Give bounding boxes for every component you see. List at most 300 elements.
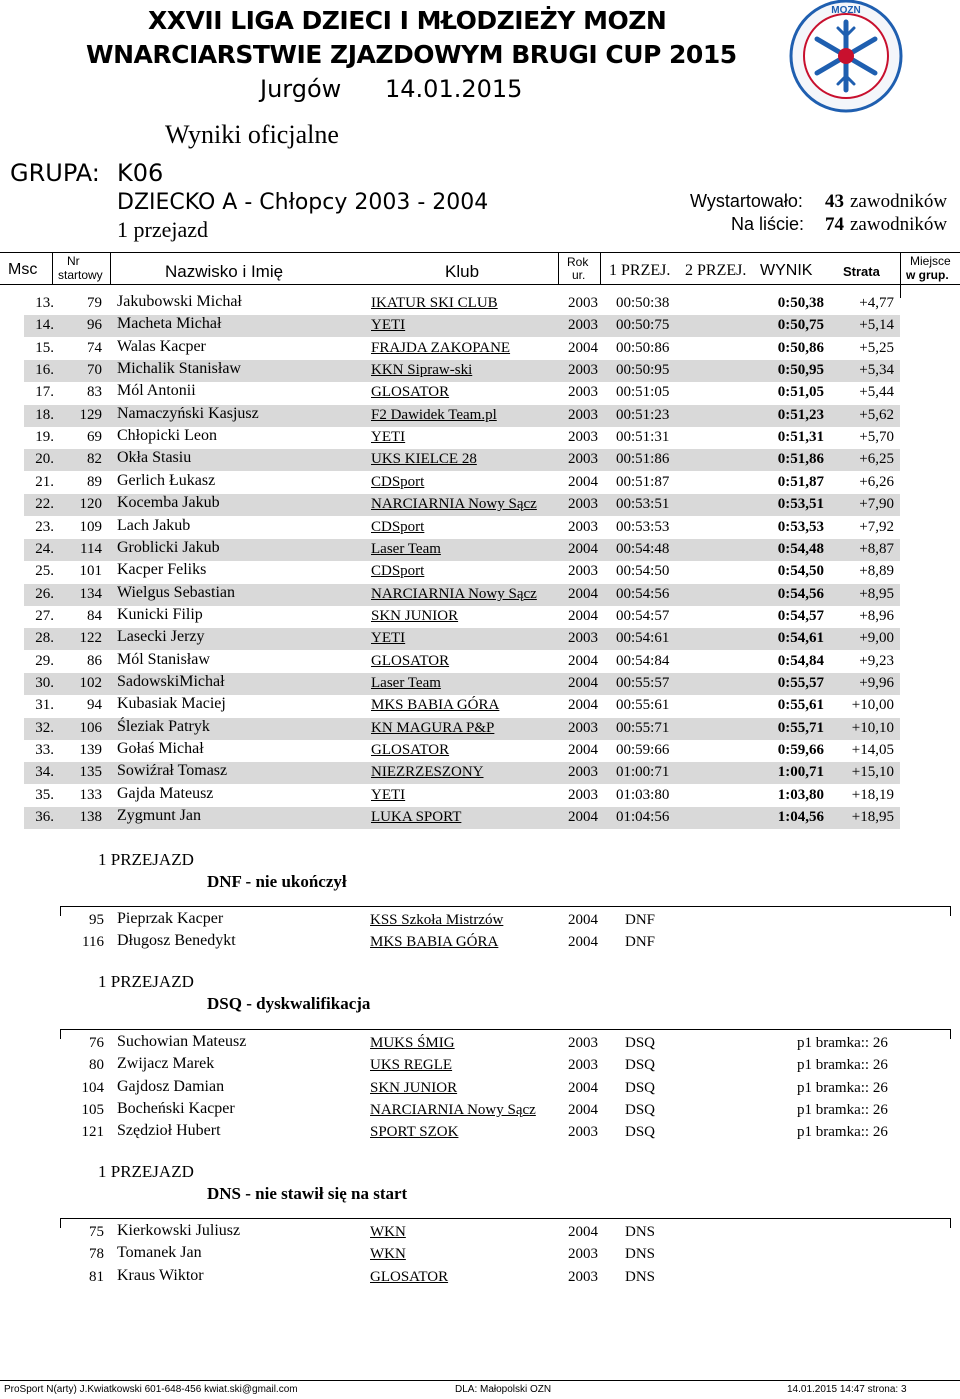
result-cell: 0:54,84 bbox=[777, 653, 824, 669]
table-row bbox=[24, 405, 900, 427]
year-cell: 2003 bbox=[568, 362, 598, 378]
year-cell: 2004 bbox=[568, 912, 598, 928]
name-cell: Zygmunt Jan bbox=[117, 807, 201, 824]
header-sep-5 bbox=[900, 252, 901, 284]
run1-time-cell: 01:00:71 bbox=[616, 764, 670, 780]
run1-time-cell: 00:51:05 bbox=[616, 384, 670, 400]
bib-cell: 94 bbox=[87, 697, 102, 713]
bib-cell: 84 bbox=[87, 608, 102, 624]
logo-text: MOZN bbox=[831, 5, 861, 16]
place-cell: 25. bbox=[35, 563, 54, 579]
club-cell: SPORT SZOK bbox=[370, 1124, 459, 1140]
place-cell: 14. bbox=[35, 317, 54, 333]
result-cell: 1:00,71 bbox=[777, 764, 824, 780]
name-cell: Tomanek Jan bbox=[117, 1244, 202, 1261]
table-row bbox=[24, 606, 900, 628]
club-cell: MKS BABIA GÓRA bbox=[370, 934, 499, 950]
col-loss: Strata bbox=[843, 264, 880, 279]
year-cell: 2003 bbox=[568, 451, 598, 467]
loss-cell: +10,00 bbox=[851, 697, 894, 713]
place-cell: 28. bbox=[35, 630, 54, 646]
dnf-run-label: 1 PRZEJAZD bbox=[98, 850, 194, 869]
note-cell: p1 bramka:: 26 bbox=[797, 1080, 888, 1096]
club-cell: FRAJDA ZAKOPANE bbox=[371, 340, 511, 356]
listed-count: 74 bbox=[825, 214, 844, 235]
col-place: Miejsce bbox=[910, 254, 951, 268]
year-cell: 2004 bbox=[568, 742, 598, 758]
club-cell: GLOSATOR bbox=[371, 653, 450, 669]
club-cell: F2 Dawidek Team.pl bbox=[371, 407, 497, 423]
dns-top-rule bbox=[60, 1218, 950, 1219]
name-cell: Gajdosz Damian bbox=[117, 1078, 225, 1095]
loss-cell: +18,95 bbox=[851, 809, 894, 825]
table-row bbox=[24, 762, 900, 784]
dsq-title: DSQ - dyskwalifikacja bbox=[207, 994, 371, 1013]
name-cell: Lasecki Jerzy bbox=[117, 628, 205, 645]
name-cell: Walas Kacper bbox=[117, 338, 206, 355]
result-cell: 0:53,51 bbox=[777, 496, 824, 512]
col-run1: 1 PRZEJ. bbox=[609, 262, 671, 279]
name-cell: Lach Jakub bbox=[117, 517, 191, 534]
result-cell: 0:51,31 bbox=[777, 429, 824, 445]
loss-cell: +9,00 bbox=[859, 630, 894, 646]
footer-right: 14.01.2015 14:47 strona: 3 bbox=[787, 1384, 907, 1395]
bib-cell: 102 bbox=[79, 675, 102, 691]
status-cell: DSQ bbox=[625, 1080, 656, 1096]
run1-time-cell: 00:55:57 bbox=[616, 675, 670, 691]
club-cell: KSS Szkoła Mistrzów bbox=[370, 912, 504, 928]
club-cell: UKS REGLE bbox=[370, 1057, 453, 1073]
place: Jurgów bbox=[260, 75, 342, 103]
club-cell: KN MAGURA P&P bbox=[371, 720, 495, 736]
table-row bbox=[24, 628, 900, 650]
place-cell: 30. bbox=[35, 675, 54, 691]
table-row bbox=[24, 427, 900, 449]
club-cell: Laser Team bbox=[371, 675, 441, 691]
dsq-row bbox=[60, 1055, 950, 1077]
year-cell: 2003 bbox=[568, 764, 598, 780]
status-cell: DNS bbox=[625, 1224, 656, 1240]
year-cell: 2004 bbox=[568, 675, 598, 691]
name-cell: Groblicki Jakub bbox=[117, 539, 220, 556]
note-cell: p1 bramka:: 26 bbox=[797, 1102, 888, 1118]
group-label: GRUPA: bbox=[10, 159, 100, 187]
name-cell: Zwijacz Marek bbox=[117, 1055, 215, 1072]
run1-time-cell: 00:50:75 bbox=[616, 317, 670, 333]
result-cell: 1:04,56 bbox=[777, 809, 824, 825]
table-row bbox=[24, 695, 900, 717]
club-cell: NARCIARNIA Nowy Sącz bbox=[371, 496, 537, 512]
group-code: K06 bbox=[117, 159, 164, 187]
table-row bbox=[24, 494, 900, 516]
year-cell: 2003 bbox=[568, 563, 598, 579]
run-label: 1 przejazd bbox=[117, 217, 208, 242]
name-cell: Gajda Mateusz bbox=[117, 785, 214, 802]
col-msc: Msc bbox=[8, 261, 38, 278]
started-unit: zawodników bbox=[850, 191, 948, 212]
dns-title: DNS - nie stawił się na start bbox=[207, 1184, 408, 1203]
loss-cell: +14,05 bbox=[851, 742, 894, 758]
club-cell: SKN JUNIOR bbox=[371, 608, 459, 624]
place-cell: 21. bbox=[35, 474, 54, 490]
run1-time-cell: 00:55:71 bbox=[616, 720, 670, 736]
place-cell: 16. bbox=[35, 362, 54, 378]
loss-cell: +9,23 bbox=[859, 653, 894, 669]
club-cell: IKATUR SKI CLUB bbox=[371, 295, 498, 311]
place-cell: 26. bbox=[35, 586, 54, 602]
dsq-left-border bbox=[60, 1029, 61, 1039]
mozn-logo bbox=[785, 0, 907, 116]
place-cell: 15. bbox=[35, 340, 54, 356]
table-row bbox=[24, 785, 900, 807]
loss-cell: +8,96 bbox=[859, 608, 894, 624]
title-line1: XXVII LIGA DZIECI I MŁODZIEŻY MOZN bbox=[148, 6, 667, 35]
bib-cell: 95 bbox=[89, 912, 104, 928]
bib-cell: 75 bbox=[89, 1224, 104, 1240]
run1-time-cell: 00:51:87 bbox=[616, 474, 670, 490]
dnf-row bbox=[60, 910, 950, 932]
result-cell: 0:51,86 bbox=[777, 451, 824, 467]
loss-cell: +5,14 bbox=[859, 317, 894, 333]
run1-time-cell: 00:54:50 bbox=[616, 563, 670, 579]
col-result: WYNIK bbox=[760, 262, 813, 279]
name-cell: Kierkowski Juliusz bbox=[117, 1222, 241, 1239]
place-cell: 31. bbox=[35, 697, 54, 713]
dsq-top-rule bbox=[60, 1029, 950, 1030]
bib-cell: 89 bbox=[87, 474, 102, 490]
status-cell: DNS bbox=[625, 1269, 656, 1285]
result-cell: 0:51,23 bbox=[777, 407, 824, 423]
dsq-run-label: 1 PRZEJAZD bbox=[98, 972, 194, 991]
year-cell: 2003 bbox=[568, 407, 598, 423]
year-cell: 2004 bbox=[568, 340, 598, 356]
started-label: Wystartowało: bbox=[690, 191, 803, 211]
name-cell: Chłopicki Leon bbox=[117, 427, 217, 444]
result-cell: 0:55,71 bbox=[777, 720, 824, 736]
run1-time-cell: 00:54:57 bbox=[616, 608, 670, 624]
dns-run-label: 1 PRZEJAZD bbox=[98, 1162, 194, 1181]
place-cell: 19. bbox=[35, 429, 54, 445]
bib-cell: 122 bbox=[79, 630, 102, 646]
club-cell: YETI bbox=[371, 630, 406, 646]
club-cell: GLOSATOR bbox=[371, 384, 450, 400]
table-row bbox=[24, 807, 900, 829]
result-cell: 0:54,48 bbox=[777, 541, 824, 557]
name-cell: Gołaś Michał bbox=[117, 740, 204, 757]
club-cell: WKN bbox=[370, 1246, 406, 1262]
dns-right-border bbox=[950, 1218, 951, 1228]
header-top-rule bbox=[0, 252, 960, 253]
result-cell: 0:55,61 bbox=[777, 697, 824, 713]
run1-time-cell: 00:54:61 bbox=[616, 630, 670, 646]
bib-cell: 138 bbox=[79, 809, 102, 825]
year-cell: 2003 bbox=[568, 1057, 598, 1073]
bib-cell: 101 bbox=[79, 563, 102, 579]
table-row bbox=[24, 718, 900, 740]
club-cell: YETI bbox=[371, 317, 406, 333]
year-cell: 2004 bbox=[568, 1080, 598, 1096]
run1-time-cell: 00:54:56 bbox=[616, 586, 670, 602]
header-sep-2 bbox=[110, 252, 111, 284]
place-cell: 32. bbox=[35, 720, 54, 736]
loss-cell: +5,62 bbox=[859, 407, 894, 423]
run1-time-cell: 00:50:38 bbox=[616, 295, 670, 311]
col-nr: Nr bbox=[67, 254, 80, 268]
table-row bbox=[24, 539, 900, 561]
table-row bbox=[24, 517, 900, 539]
result-cell: 0:54,50 bbox=[777, 563, 824, 579]
year-cell: 2004 bbox=[568, 608, 598, 624]
name-cell: Suchowian Mateusz bbox=[117, 1033, 247, 1050]
col-year-sub: ur. bbox=[572, 268, 586, 282]
name-cell: Bocheński Kacper bbox=[117, 1100, 235, 1117]
table-row bbox=[24, 740, 900, 762]
title-line2: WNARCIARSTWIE ZJAZDOWYM BRUGI CUP 2015 bbox=[86, 40, 737, 69]
year-cell: 2004 bbox=[568, 1224, 598, 1240]
result-cell: 0:55,57 bbox=[777, 675, 824, 691]
name-cell: Macheta Michał bbox=[117, 315, 222, 332]
table-left-border bbox=[900, 284, 901, 298]
status-cell: DSQ bbox=[625, 1057, 656, 1073]
club-cell: YETI bbox=[371, 429, 406, 445]
status-cell: DSQ bbox=[625, 1124, 656, 1140]
table-row bbox=[24, 360, 900, 382]
club-cell: MUKS ŚMIG bbox=[370, 1035, 455, 1051]
year-cell: 2003 bbox=[568, 429, 598, 445]
bib-cell: 104 bbox=[81, 1080, 104, 1096]
year-cell: 2004 bbox=[568, 697, 598, 713]
run1-time-cell: 00:51:31 bbox=[616, 429, 670, 445]
run1-time-cell: 00:53:51 bbox=[616, 496, 670, 512]
dns-row bbox=[60, 1267, 950, 1289]
result-cell: 0:50,95 bbox=[777, 362, 824, 378]
run1-time-cell: 00:53:53 bbox=[616, 519, 670, 535]
year-cell: 2003 bbox=[568, 496, 598, 512]
started-count: 43 bbox=[825, 191, 844, 212]
club-cell: GLOSATOR bbox=[370, 1269, 449, 1285]
table-row bbox=[24, 673, 900, 695]
club-cell: YETI bbox=[371, 787, 406, 803]
note-cell: p1 bramka:: 26 bbox=[797, 1124, 888, 1140]
name-cell: Szędzioł Hubert bbox=[117, 1122, 221, 1139]
result-cell: 0:51,87 bbox=[777, 474, 824, 490]
note-cell: p1 bramka:: 26 bbox=[797, 1057, 888, 1073]
table-row bbox=[24, 584, 900, 606]
place-cell: 20. bbox=[35, 451, 54, 467]
status-cell: DSQ bbox=[625, 1102, 656, 1118]
club-cell: CDSport bbox=[371, 519, 425, 535]
club-cell: SKN JUNIOR bbox=[370, 1080, 458, 1096]
footer-rule bbox=[0, 1380, 960, 1381]
bib-cell: 69 bbox=[87, 429, 102, 445]
dnf-top-rule bbox=[60, 906, 950, 907]
club-cell: NIEZRZESZONY bbox=[371, 764, 484, 780]
loss-cell: +5,34 bbox=[859, 362, 894, 378]
year-cell: 2003 bbox=[568, 1035, 598, 1051]
club-cell: NARCIARNIA Nowy Sącz bbox=[370, 1102, 536, 1118]
year-cell: 2004 bbox=[568, 809, 598, 825]
bib-cell: 83 bbox=[87, 384, 102, 400]
place-cell: 27. bbox=[35, 608, 54, 624]
name-cell: Długosz Benedykt bbox=[117, 932, 236, 949]
dnf-right-border bbox=[950, 906, 951, 916]
name-cell: Kacper Feliks bbox=[117, 561, 207, 578]
loss-cell: +5,44 bbox=[859, 384, 894, 400]
place-cell: 24. bbox=[35, 541, 54, 557]
result-cell: 0:50,75 bbox=[777, 317, 824, 333]
name-cell: Śleziak Patryk bbox=[117, 718, 210, 735]
loss-cell: +10,10 bbox=[851, 720, 894, 736]
bib-cell: 106 bbox=[79, 720, 102, 736]
table-row bbox=[24, 315, 900, 337]
col-name: Nazwisko i Imię bbox=[165, 262, 284, 281]
table-row bbox=[24, 651, 900, 673]
run1-time-cell: 00:51:86 bbox=[616, 451, 670, 467]
place-cell: 34. bbox=[35, 764, 54, 780]
note-cell: p1 bramka:: 26 bbox=[797, 1035, 888, 1051]
table-row bbox=[24, 449, 900, 471]
name-cell: Gerlich Łukasz bbox=[117, 472, 216, 489]
col-nr-sub: startowy bbox=[58, 268, 103, 282]
result-cell: 1:03,80 bbox=[777, 787, 824, 803]
bib-cell: 134 bbox=[79, 586, 102, 602]
club-cell: CDSport bbox=[371, 563, 425, 579]
club-cell: WKN bbox=[370, 1224, 406, 1240]
place-cell: 36. bbox=[35, 809, 54, 825]
place-cell: 18. bbox=[35, 407, 54, 423]
result-cell: 0:54,56 bbox=[777, 586, 824, 602]
bib-cell: 109 bbox=[79, 519, 102, 535]
club-cell: UKS KIELCE 28 bbox=[371, 451, 477, 467]
year-cell: 2004 bbox=[568, 653, 598, 669]
bib-cell: 79 bbox=[87, 295, 102, 311]
result-cell: 0:51,05 bbox=[777, 384, 824, 400]
loss-cell: +15,10 bbox=[851, 764, 894, 780]
dnf-left-border bbox=[60, 906, 61, 916]
dsq-row bbox=[60, 1033, 950, 1055]
year-cell: 2003 bbox=[568, 720, 598, 736]
result-cell: 0:54,57 bbox=[777, 608, 824, 624]
year-cell: 2004 bbox=[568, 541, 598, 557]
run1-time-cell: 00:50:95 bbox=[616, 362, 670, 378]
year-cell: 2003 bbox=[568, 317, 598, 333]
run1-time-cell: 00:50:86 bbox=[616, 340, 670, 356]
run1-time-cell: 01:04:56 bbox=[616, 809, 670, 825]
dsq-row bbox=[60, 1122, 950, 1144]
loss-cell: +8,89 bbox=[859, 563, 894, 579]
year-cell: 2004 bbox=[568, 934, 598, 950]
dsq-row bbox=[60, 1078, 950, 1100]
place-cell: 33. bbox=[35, 742, 54, 758]
club-cell: GLOSATOR bbox=[371, 742, 450, 758]
club-cell: LUKA SPORT bbox=[371, 809, 462, 825]
results-label: Wyniki oficjalne bbox=[165, 120, 339, 149]
year-cell: 2003 bbox=[568, 1246, 598, 1262]
table-row bbox=[24, 338, 900, 360]
footer-left: ProSport N(arty) J.Kwiatkowski 601-648-456 kwiat.ski@gmail.com bbox=[4, 1384, 298, 1395]
place-cell: 29. bbox=[35, 653, 54, 669]
col-run2: 2 PRZEJ. bbox=[685, 262, 747, 279]
place-cell: 35. bbox=[35, 787, 54, 803]
bib-cell: 86 bbox=[87, 653, 102, 669]
name-cell: Jakubowski Michał bbox=[117, 293, 242, 310]
col-club: Klub bbox=[445, 262, 480, 281]
result-cell: 0:54,61 bbox=[777, 630, 824, 646]
year-cell: 2004 bbox=[568, 586, 598, 602]
header-sep-3 bbox=[558, 252, 559, 284]
loss-cell: +5,70 bbox=[859, 429, 894, 445]
loss-cell: +9,96 bbox=[859, 675, 894, 691]
name-cell: SadowskiMichał bbox=[117, 673, 225, 690]
loss-cell: +8,95 bbox=[859, 586, 894, 602]
place-cell: 22. bbox=[35, 496, 54, 512]
name-cell: Namaczyński Kasjusz bbox=[117, 405, 259, 422]
dns-row bbox=[60, 1244, 950, 1266]
club-cell: Laser Team bbox=[371, 541, 441, 557]
year-cell: 2004 bbox=[568, 1102, 598, 1118]
year-cell: 2003 bbox=[568, 630, 598, 646]
run1-time-cell: 00:59:66 bbox=[616, 742, 670, 758]
listed-label: Na liście: bbox=[731, 214, 805, 234]
dsq-row bbox=[60, 1100, 950, 1122]
bib-cell: 120 bbox=[79, 496, 102, 512]
table-row bbox=[24, 472, 900, 494]
run1-time-cell: 01:03:80 bbox=[616, 787, 670, 803]
bib-cell: 80 bbox=[89, 1057, 104, 1073]
name-cell: Mól Stanisław bbox=[117, 651, 210, 668]
result-cell: 0:53,53 bbox=[777, 519, 824, 535]
bib-cell: 133 bbox=[79, 787, 102, 803]
result-cell: 0:50,86 bbox=[777, 340, 824, 356]
year-cell: 2003 bbox=[568, 384, 598, 400]
bib-cell: 114 bbox=[80, 541, 102, 557]
run1-time-cell: 00:51:23 bbox=[616, 407, 670, 423]
loss-cell: +6,25 bbox=[859, 451, 894, 467]
loss-cell: +6,26 bbox=[859, 474, 894, 490]
listed-unit: zawodników bbox=[850, 214, 948, 235]
run1-time-cell: 00:54:84 bbox=[616, 653, 670, 669]
name-cell: Kubasiak Maciej bbox=[117, 695, 226, 712]
header-bottom-rule bbox=[0, 284, 960, 285]
name-cell: Wielgus Sebastian bbox=[117, 584, 235, 601]
bib-cell: 82 bbox=[87, 451, 102, 467]
year-cell: 2003 bbox=[568, 519, 598, 535]
year-cell: 2003 bbox=[568, 1124, 598, 1140]
status-cell: DSQ bbox=[625, 1035, 656, 1051]
footer-middle: DLA: Małopolski OZN bbox=[455, 1384, 552, 1395]
year-cell: 2004 bbox=[568, 474, 598, 490]
name-cell: Kunicki Filip bbox=[117, 606, 203, 623]
bib-cell: 96 bbox=[87, 317, 102, 333]
bib-cell: 78 bbox=[89, 1246, 104, 1262]
table-row bbox=[24, 293, 900, 315]
loss-cell: +7,92 bbox=[859, 519, 894, 535]
status-cell: DNS bbox=[625, 1246, 656, 1262]
bib-cell: 139 bbox=[79, 742, 102, 758]
bib-cell: 76 bbox=[89, 1035, 104, 1051]
result-cell: 0:59,66 bbox=[777, 742, 824, 758]
name-cell: Mól Antonii bbox=[117, 382, 196, 399]
loss-cell: +4,77 bbox=[859, 295, 894, 311]
col-year: Rok bbox=[567, 255, 589, 269]
dsq-right-border bbox=[950, 1029, 951, 1039]
name-cell: Pieprzak Kacper bbox=[117, 910, 224, 927]
loss-cell: +18,19 bbox=[851, 787, 894, 803]
year-cell: 2003 bbox=[568, 787, 598, 803]
club-cell: NARCIARNIA Nowy Sącz bbox=[371, 586, 537, 602]
bib-cell: 135 bbox=[79, 764, 102, 780]
club-cell: CDSport bbox=[371, 474, 425, 490]
